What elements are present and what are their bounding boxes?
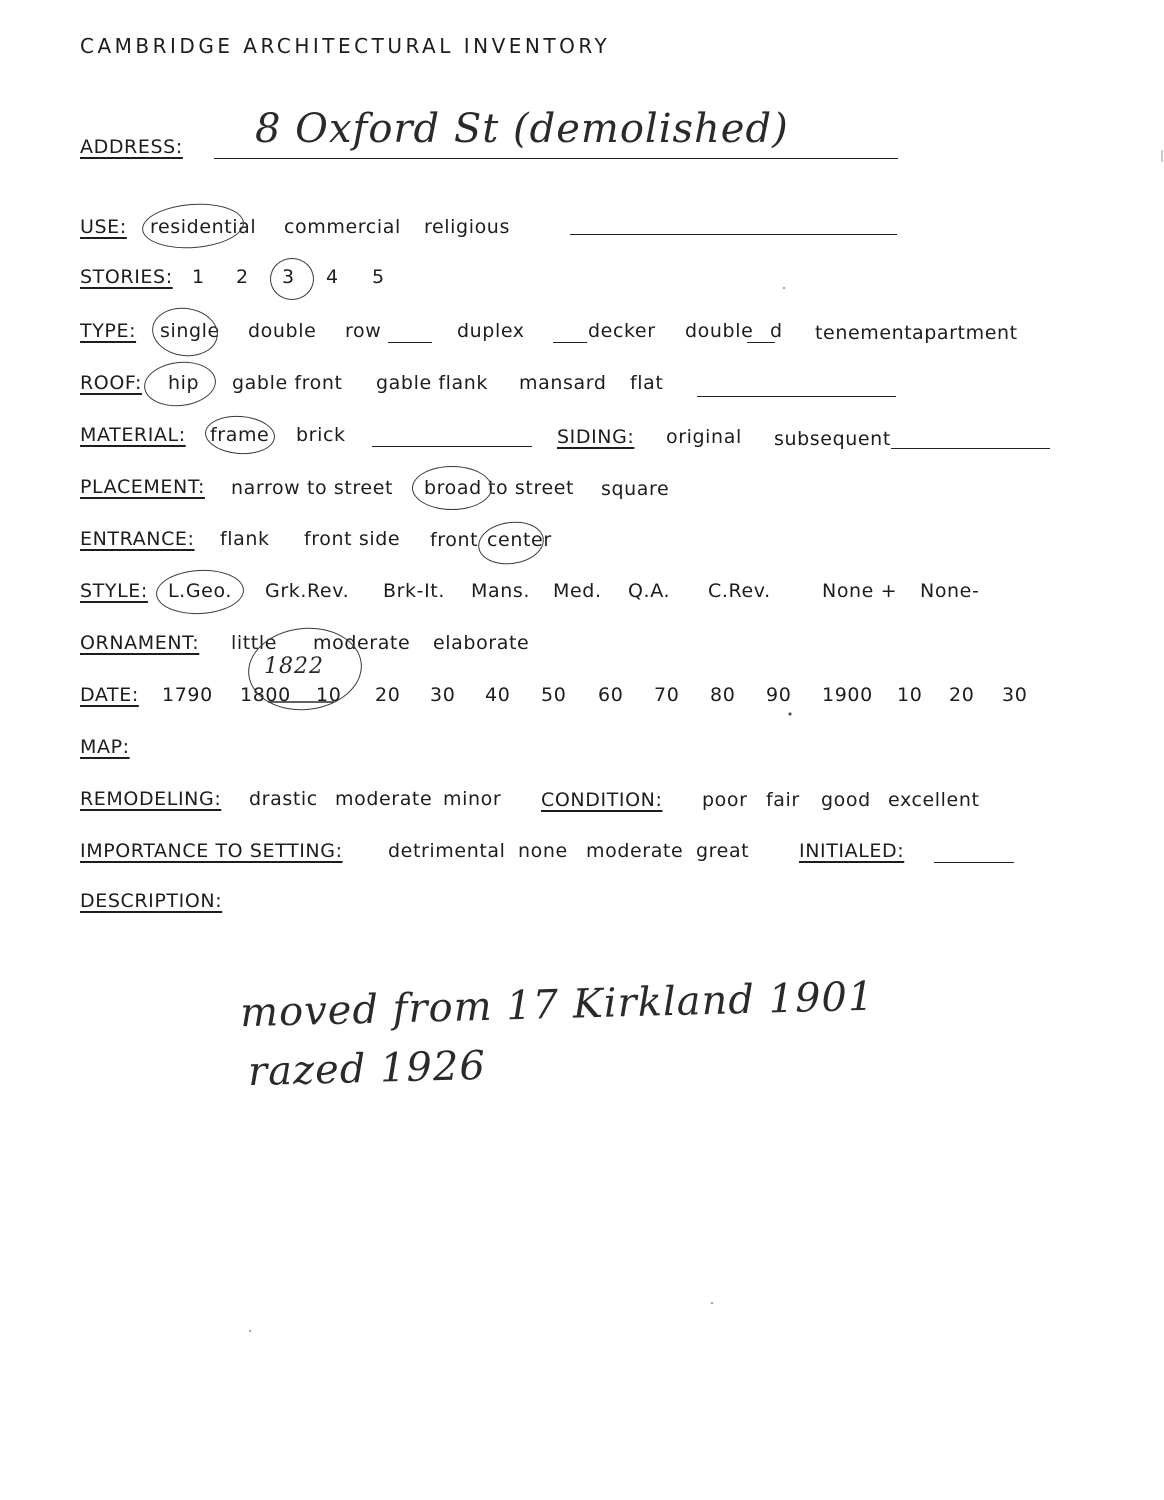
siding-option-original[interactable]: original: [666, 426, 742, 448]
type-option-double-d[interactable]: double: [685, 320, 754, 342]
style-option-med[interactable]: Med.: [553, 580, 602, 602]
remodeling-option-moderate[interactable]: moderate: [335, 788, 433, 810]
date-option-1790[interactable]: 1790: [162, 684, 213, 706]
condition-label: CONDITION:: [541, 789, 663, 811]
style-option-crev[interactable]: C.Rev.: [708, 580, 771, 602]
ornament-option-moderate[interactable]: moderate: [313, 632, 411, 654]
entrance-option-front-side[interactable]: front side: [304, 528, 401, 550]
use-option-religious[interactable]: religious: [424, 216, 510, 238]
date-option-1820[interactable]: 20: [375, 684, 401, 706]
entrance-option-center[interactable]: center: [487, 529, 552, 551]
date-option-1800[interactable]: 1800: [240, 684, 291, 706]
date-option-1900[interactable]: 1900: [822, 684, 873, 706]
importance-option-great[interactable]: great: [696, 840, 750, 862]
date-label: DATE:: [80, 684, 139, 706]
entrance-label: ENTRANCE:: [80, 528, 195, 550]
style-option-grkrev[interactable]: Grk.Rev.: [265, 580, 350, 602]
type-label: TYPE:: [80, 320, 137, 342]
use-option-residential[interactable]: residential: [150, 216, 257, 238]
date-option-1890[interactable]: 90: [766, 684, 792, 706]
entrance-option-front[interactable]: front: [430, 529, 479, 551]
description-line-2: razed 1926: [247, 1042, 487, 1096]
placement-option-square[interactable]: square: [601, 478, 670, 500]
siding-option-subsequent[interactable]: subsequent: [774, 428, 891, 450]
type-option-d[interactable]: d: [770, 320, 783, 342]
address-value[interactable]: 8 Oxford St (demolished): [255, 106, 789, 152]
scan-speck: [711, 1302, 713, 1304]
importance-option-moderate[interactable]: moderate: [586, 840, 684, 862]
stories-option-5[interactable]: 5: [372, 266, 385, 288]
scan-speck: [249, 1330, 251, 1332]
style-option-none-minus[interactable]: None-: [920, 580, 980, 602]
placement-label: PLACEMENT:: [80, 476, 205, 498]
condition-option-excellent[interactable]: excellent: [888, 789, 980, 811]
style-option-qa[interactable]: Q.A.: [628, 580, 671, 602]
condition-option-poor[interactable]: poor: [702, 789, 748, 811]
stories-option-3[interactable]: 3: [282, 266, 295, 288]
date-option-1830[interactable]: 30: [430, 684, 456, 706]
initialed-label: INITIALED:: [799, 840, 905, 862]
placement-option-to-street[interactable]: to street: [488, 477, 575, 499]
description-label: DESCRIPTION:: [80, 890, 223, 912]
roof-option-gable-front[interactable]: gable front: [232, 372, 343, 394]
style-option-mans[interactable]: Mans.: [471, 580, 531, 602]
type-option-double[interactable]: double: [248, 320, 317, 342]
date-option-1810[interactable]: 10: [316, 684, 342, 706]
map-label: MAP:: [80, 736, 130, 758]
date-option-1880[interactable]: 80: [710, 684, 736, 706]
date-option-1920[interactable]: 20: [949, 684, 975, 706]
importance-option-none[interactable]: none: [518, 840, 568, 862]
roof-option-gable-flank[interactable]: gable flank: [376, 372, 489, 394]
date-option-1930[interactable]: 30: [1002, 684, 1028, 706]
siding-label: SIDING:: [557, 426, 635, 448]
material-option-brick[interactable]: brick: [296, 424, 346, 446]
condition-option-good[interactable]: good: [821, 789, 871, 811]
use-label: USE:: [80, 216, 127, 238]
ornament-option-little[interactable]: little: [231, 632, 278, 654]
stories-option-4[interactable]: 4: [326, 266, 339, 288]
date-option-1910[interactable]: 10: [897, 684, 923, 706]
material-option-frame[interactable]: frame: [210, 424, 270, 446]
material-label: MATERIAL:: [80, 424, 186, 446]
placement-option-narrow[interactable]: narrow to street: [231, 477, 394, 499]
roof-option-flat[interactable]: flat: [630, 372, 664, 394]
remodeling-label: REMODELING:: [80, 788, 222, 810]
entrance-option-flank[interactable]: flank: [220, 528, 270, 550]
remodeling-option-drastic[interactable]: drastic: [249, 788, 318, 810]
type-option-apartment[interactable]: apartment: [912, 322, 1018, 344]
form-title: CAMBRIDGE ARCHITECTURAL INVENTORY: [80, 34, 611, 58]
style-option-brkit[interactable]: Brk-It.: [383, 580, 445, 602]
type-option-row[interactable]: row: [345, 320, 382, 342]
description-line-1: moved from 17 Kirkland 1901: [239, 973, 875, 1037]
date-option-1860[interactable]: 60: [598, 684, 624, 706]
type-option-decker[interactable]: decker: [588, 320, 656, 342]
type-option-tenement[interactable]: tenement: [815, 322, 913, 344]
stories-option-2[interactable]: 2: [236, 266, 249, 288]
remodeling-option-minor[interactable]: minor: [443, 788, 502, 810]
style-label: STYLE:: [80, 580, 148, 602]
address-label: ADDRESS:: [80, 136, 183, 158]
stories-label: STORIES:: [80, 266, 173, 288]
importance-label: IMPORTANCE TO SETTING:: [80, 840, 343, 862]
scan-speck: [783, 287, 785, 289]
style-option-lgeo[interactable]: L.Geo.: [168, 580, 232, 602]
roof-option-mansard[interactable]: mansard: [519, 372, 607, 394]
date-option-1840[interactable]: 40: [485, 684, 511, 706]
placement-option-broad[interactable]: broad: [424, 477, 482, 499]
importance-option-detrimental[interactable]: detrimental: [388, 840, 506, 862]
style-option-none-plus[interactable]: None +: [822, 580, 898, 602]
date-option-1850[interactable]: 50: [541, 684, 567, 706]
stories-option-1[interactable]: 1: [192, 266, 205, 288]
roof-label: ROOF:: [80, 372, 142, 394]
type-option-single[interactable]: single: [160, 320, 220, 342]
ornament-option-elaborate[interactable]: elaborate: [433, 632, 530, 654]
use-option-commercial[interactable]: commercial: [284, 216, 401, 238]
ornament-label: ORNAMENT:: [80, 632, 200, 654]
condition-option-fair[interactable]: fair: [766, 789, 800, 811]
type-option-duplex[interactable]: duplex: [457, 320, 525, 342]
scan-speck: [788, 712, 791, 715]
date-option-1870[interactable]: 70: [654, 684, 680, 706]
roof-option-hip[interactable]: hip: [168, 372, 200, 394]
date-handwritten-value: 1822: [264, 654, 324, 679]
